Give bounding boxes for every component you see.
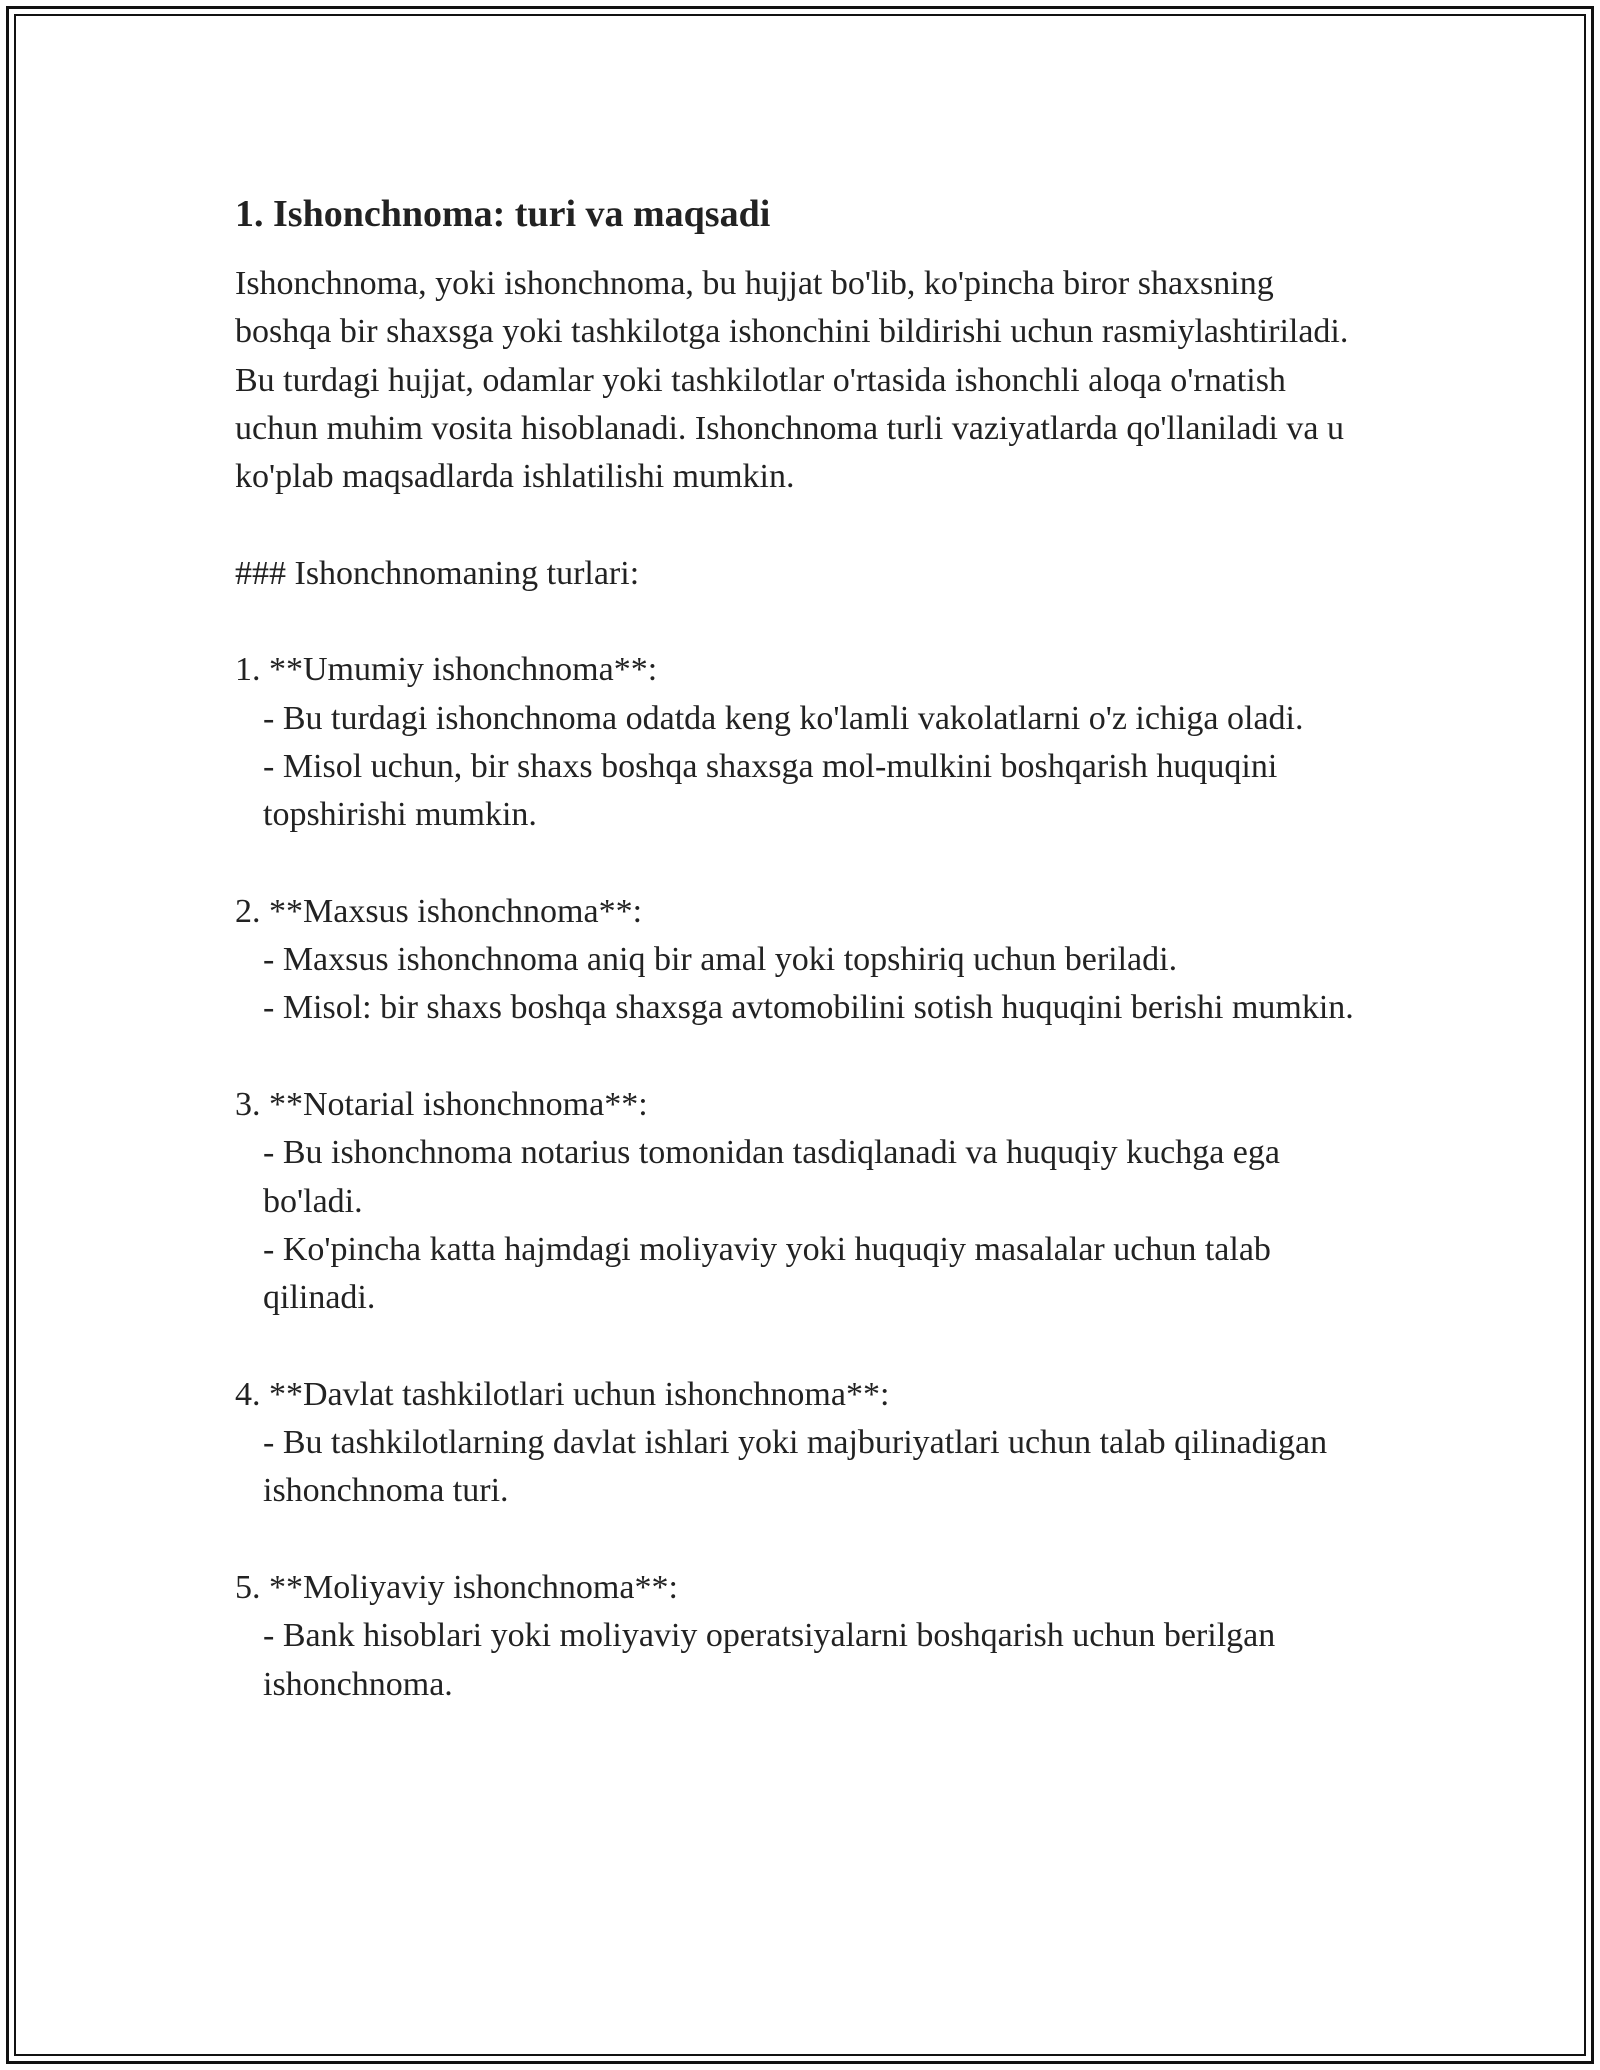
list-item-2 <box>235 888 1375 1033</box>
list-item-4 <box>235 1371 1375 1516</box>
intro-paragraph: Ishonchnoma, yoki ishonchnoma, bu hujjat bo'lib, ko'pincha biror shaxsning boshqa bir shaxsga yoki tashkilotga ishonchini bildirishi uchun rasmiylashtiriladi. Bu turdagi hujjat, odamlar yoki tashkilotlar o'rtasida ishonchli aloqa o'rnatish uchun muhim vosita hisoblanadi. Ishonchnoma turli vaziyatlarda qo'llaniladi va u ko'plab maqsadlarda ishlatilishi mumkin. <box>235 265 1357 496</box>
list-item-heading: 4. **Davlat tashkilotlari uchun ishonchnoma**: <box>235 1375 890 1413</box>
list-item-heading: 2. **Maxsus ishonchnoma**: <box>235 892 643 930</box>
list-item-heading: 1. **Umumiy ishonchnoma**: <box>235 651 658 689</box>
list-item-point: - Bu ishonchnoma notarius tomonidan tasdiqlanadi va huquqiy kuchga ega bo'ladi. <box>263 1134 1289 1220</box>
list-item-point: - Ko'pincha katta hajmdagi moliyaviy yoki huquqiy masalalar uchun talab qilinadi. <box>263 1230 1280 1317</box>
list-item-point: - Misol: bir shaxs boshqa shaxsga avtomobilini sotish huquqini berishi mumkin. <box>263 989 1354 1027</box>
list-item-1 <box>235 646 1375 839</box>
list-item-point: - Bu turdagi ishonchnoma odatda keng ko'lamli vakolatlarni o'z ichiga oladi. <box>263 699 1304 737</box>
spacer <box>235 1033 1375 1081</box>
list-item-3 <box>235 1081 1375 1322</box>
spacer <box>235 840 1375 888</box>
list-item-heading: 3. **Notarial ishonchnoma**: <box>235 1086 648 1124</box>
spacer <box>235 598 1375 646</box>
spacer <box>235 1516 1375 1564</box>
document-title: 1. Ishonchnoma: turi va maqsadi <box>235 193 771 235</box>
spacer <box>235 501 1375 549</box>
document-body <box>235 186 1375 1709</box>
list-item-point: - Bu tashkilotlarning davlat ishlari yoki majburiyatlari uchun talab qilinadigan ishonchnoma turi. <box>263 1424 1336 1510</box>
list-item-heading: 5. **Moliyaviy ishonchnoma**: <box>235 1569 678 1607</box>
spacer <box>235 1323 1375 1371</box>
list-item-point: - Maxsus ishonchnoma aniq bir amal yoki topshiriq uchun beriladi. <box>263 941 1178 979</box>
list-item-point: - Misol uchun, bir shaxs boshqa shaxsga mol-mulkini boshqarish huquqini topshirishi mumkin. <box>263 747 1286 834</box>
list-item-5 <box>235 1564 1375 1709</box>
section-heading: ### Ishonchnomaning turlari: <box>235 554 640 592</box>
list-item-point: - Bank hisoblari yoki moliyaviy operatsiyalarni boshqarish uchun berilgan ishonchnoma. <box>263 1617 1284 1703</box>
